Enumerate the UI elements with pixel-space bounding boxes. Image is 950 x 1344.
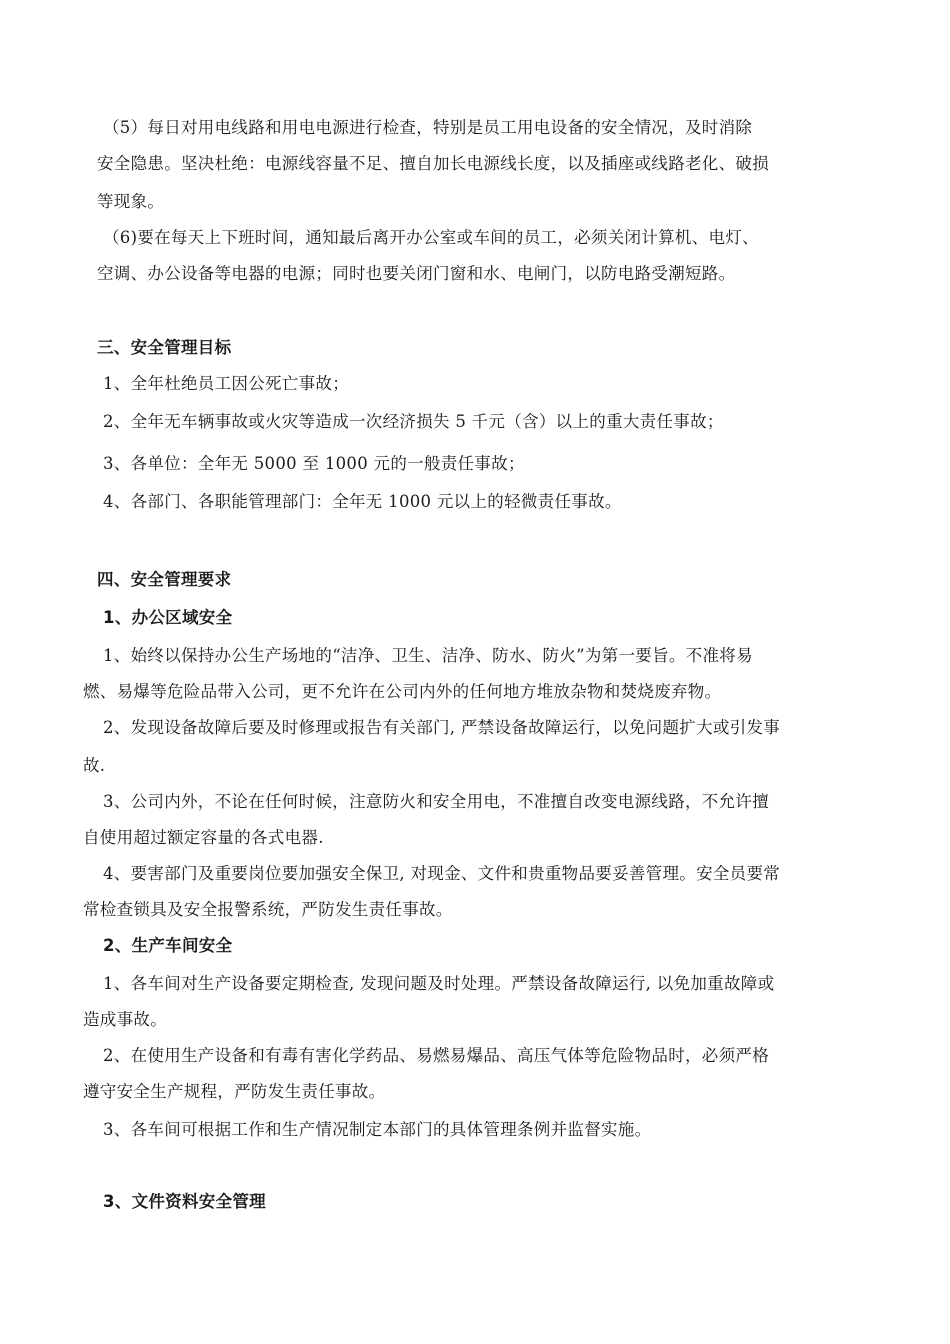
paragraph-line: 2、发现设备故障后要及时修理或报告有关部门, 严禁设备故障运行，以免问题扩大或引发事: [103, 718, 781, 737]
paragraph-line: 遵守安全生产规程，严防发生责任事故。: [83, 1082, 386, 1101]
subsection-heading: 2、生产车间安全: [103, 936, 233, 955]
paragraph-line: （6)要在每天上下班时间，通知最后离开办公室或车间的员工，必须关闭计算机、电灯、: [103, 228, 759, 247]
list-item: 4、各部门、各职能管理部门：全年无 1000 元以上的轻微责任事故。: [103, 492, 622, 511]
paragraph-line: 燃、易爆等危险品带入公司，更不允许在公司内外的任何地方堆放杂物和焚烧废弃物。: [83, 682, 722, 701]
paragraph-line: 1、各车间对生产设备要定期检查, 发现问题及时处理。严禁设备故障运行, 以免加重故障或: [103, 974, 775, 993]
section-heading: 四、安全管理要求: [97, 570, 232, 589]
paragraph-line: 故.: [83, 756, 106, 775]
paragraph-line: 自使用超过额定容量的各式电器.: [83, 828, 324, 847]
paragraph-line: 4、要害部门及重要岗位要加强安全保卫, 对现金、文件和贵重物品要妥善管理。安全员要常: [103, 864, 781, 883]
section-heading: 三、安全管理目标: [97, 338, 232, 357]
list-item: 2、全年无车辆事故或火灾等造成一次经济损失 5 千元（含）以上的重大责任事故；: [103, 412, 724, 431]
paragraph-line: 安全隐患。坚决杜绝：电源线容量不足、擅自加长电源线长度，以及插座或线路老化、破损: [97, 154, 769, 173]
subsection-heading: 3、文件资料安全管理: [103, 1192, 266, 1211]
paragraph-line: 3、各车间可根据工作和生产情况制定本部门的具体管理条例并监督实施。: [103, 1120, 652, 1139]
list-item: 1、全年杜绝员工因公死亡事故；: [103, 374, 349, 393]
paragraph-line: 造成事故。: [83, 1010, 167, 1029]
paragraph-line: （5）每日对用电线路和用电电源进行检查，特别是员工用电设备的安全情况，及时消除: [103, 118, 753, 137]
paragraph-line: 1、始终以保持办公生产场地的“洁净、卫生、洁净、防水、防火”为第一要旨。不准将易: [103, 646, 753, 665]
paragraph-line: 常检查锁具及安全报警系统，严防发生责任事故。: [83, 900, 453, 919]
paragraph-line: 3、公司内外，不论在任何时候，注意防火和安全用电，不准擅自改变电源线路，不允许擅: [103, 792, 769, 811]
paragraph-line: 等现象。: [97, 192, 165, 211]
list-item: 3、各单位：全年无 5000 至 1000 元的一般责任事故；: [103, 454, 525, 473]
paragraph-line: 空调、办公设备等电器的电源；同时也要关闭门窗和水、电闸门，以防电路受潮短路。: [97, 264, 736, 283]
subsection-heading: 1、办公区域安全: [103, 608, 233, 627]
paragraph-line: 2、在使用生产设备和有毒有害化学药品、易燃易爆品、高压气体等危险物品时，必须严格: [103, 1046, 769, 1065]
